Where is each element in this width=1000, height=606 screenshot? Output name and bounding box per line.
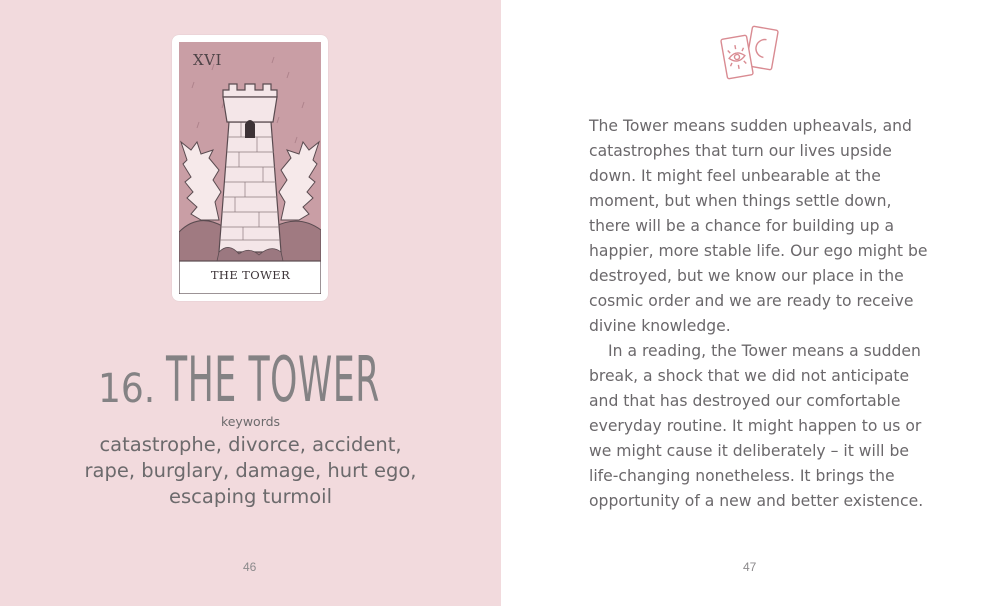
keywords-label: keywords — [220, 414, 281, 429]
keywords-line-3: escaping turmoil — [169, 485, 332, 508]
keywords-line-1: catastrophe, divorce, accident, — [99, 433, 402, 456]
paragraph-reading: In a reading, the Tower means a sudden break, a shock that we did not anticipate and that has destroyed our comfortable everyday routine. It might happen to us or we might cause it deliberately – it will be life-changing nonetheless. It brings the opportunity of a new and better existence. — [589, 342, 924, 510]
keywords-line-2: rape, burglary, damage, hurt ego, — [84, 459, 417, 482]
page-number-right: 47 — [743, 560, 757, 574]
card-description — [589, 114, 929, 514]
tarot-cards-icon — [719, 25, 781, 83]
tower-illustration — [179, 42, 321, 294]
paragraph-meaning: The Tower means sudden upheavals, and catastrophes that turn our lives upside down. It might feel unbearable at the moment, but when things settle down, there will be a chance for building up a happier, more stable life. Our ego might be destroyed, but we know our place in the cosmic order and we are ready to receive divine knowledge. — [589, 117, 928, 335]
card-title-heading: THE TOWER — [166, 343, 380, 416]
card-numeral: XVI — [193, 51, 222, 69]
page-number-left: 46 — [243, 560, 257, 574]
tower-card — [172, 35, 328, 301]
card-name: THE TOWER — [210, 268, 291, 282]
card-number-heading: 16. — [98, 366, 156, 412]
